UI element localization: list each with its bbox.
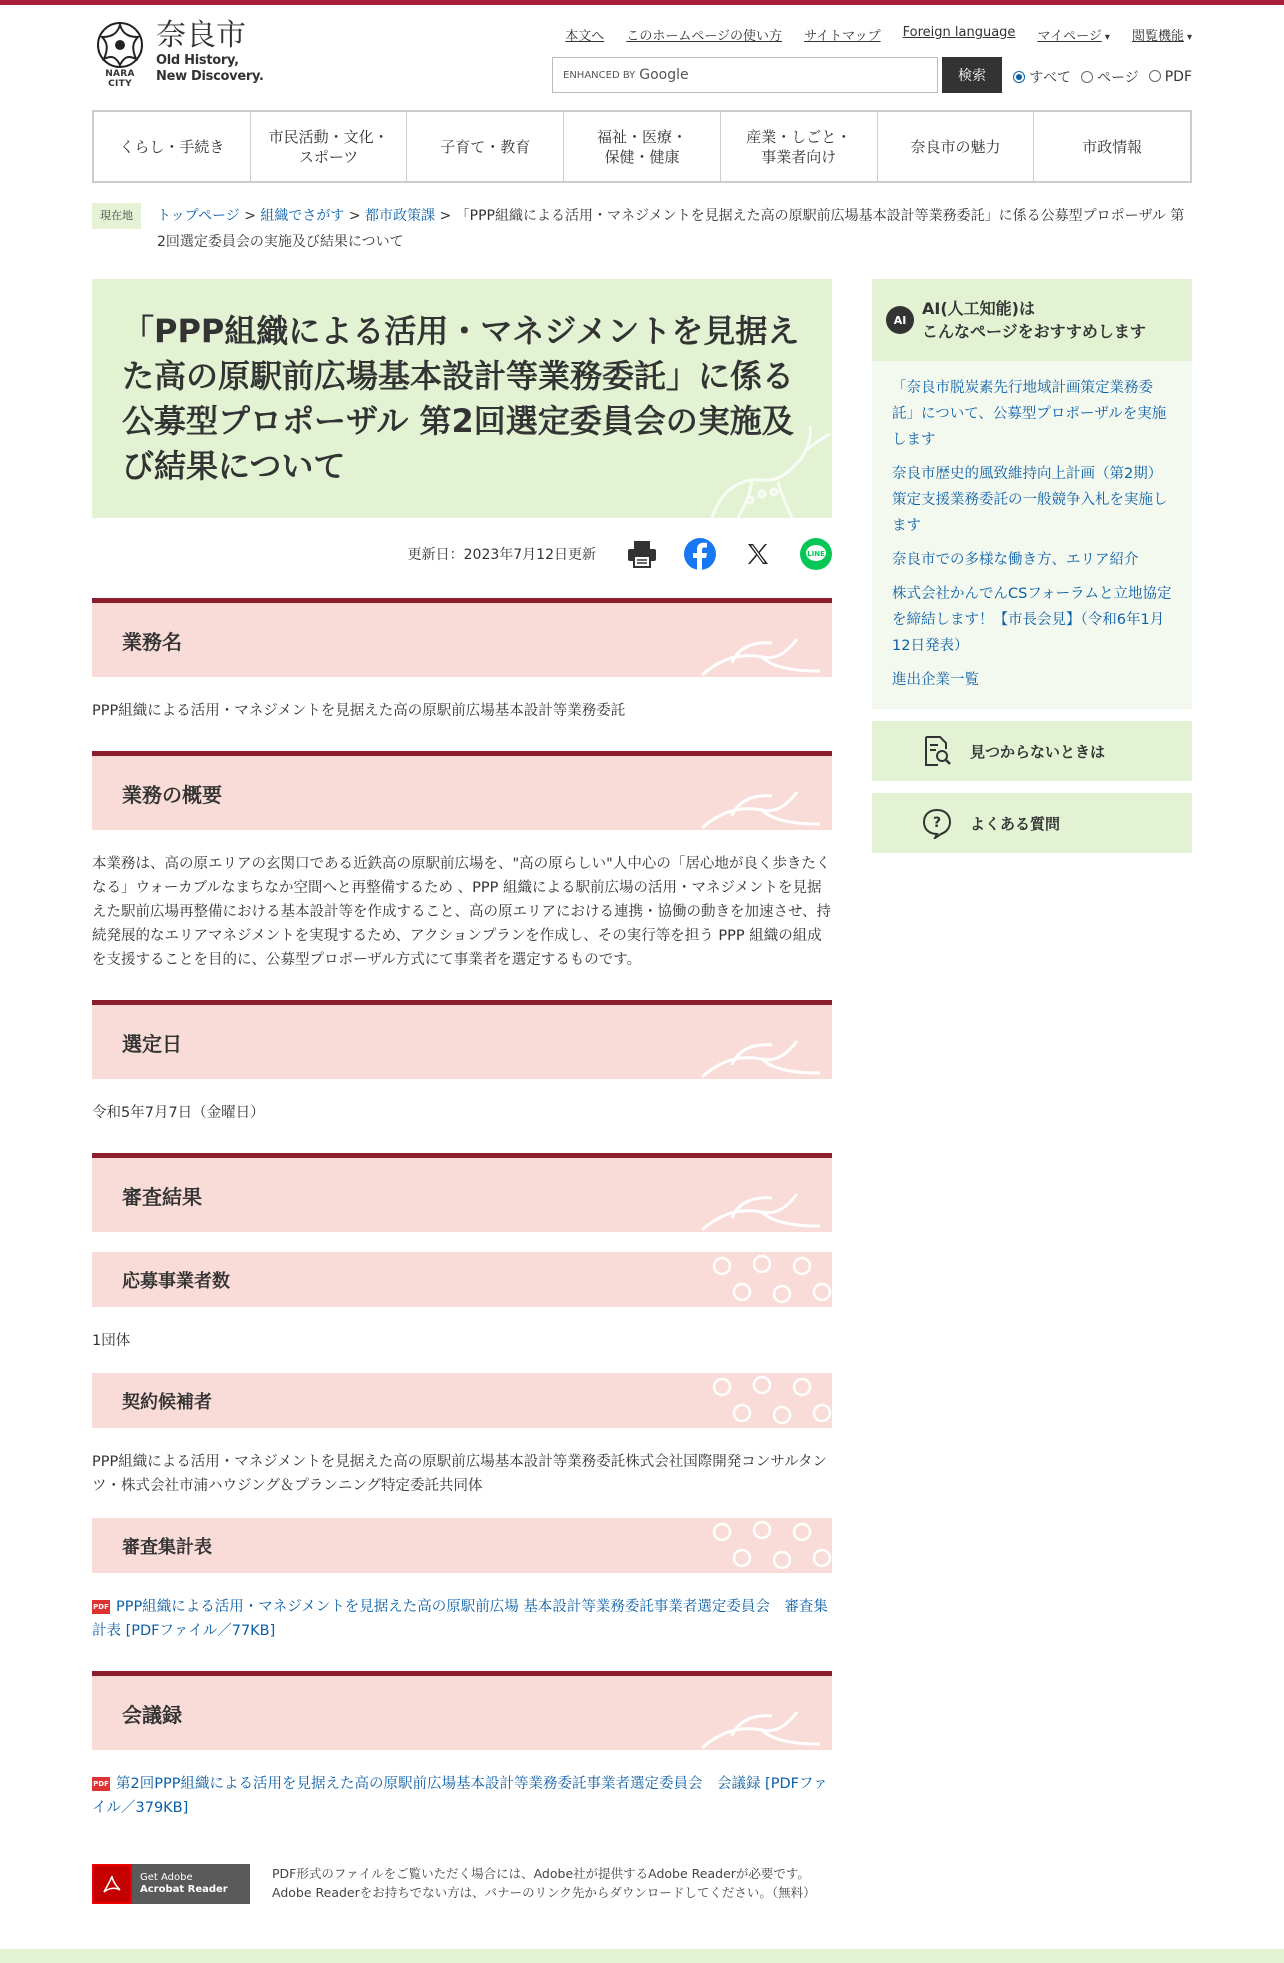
pdf-icon: PDF (92, 1777, 110, 1791)
accessibility-menu[interactable]: 閲覧機能 ▾ (1132, 25, 1192, 44)
list-item (892, 375, 1172, 453)
skip-to-content-link[interactable]: 本文へ (565, 29, 605, 44)
sidebar (872, 279, 1192, 1904)
breadcrumb-organization[interactable]: 組織でさがす (260, 208, 345, 224)
ai-title-line2: こんなページをおすすめします (922, 322, 1146, 341)
logo-tagline-2: New Discovery. (156, 69, 264, 84)
page-title: 「PPP組織による活用・マネジメントを見据えた高の原駅前広場基本設計等業務委託」に係る公募型プロポーザル 第2回選定委員会の実施及び結果について (122, 312, 800, 485)
list-item (892, 667, 1172, 693)
nav-item-attractions[interactable]: 奈良市の魅力 (878, 112, 1035, 181)
section-heading-minutes: 会議録 (92, 1671, 832, 1750)
acrobat-icon (92, 1864, 132, 1904)
section-heading-overview: 業務の概要 (92, 751, 832, 830)
svg-text:?: ? (932, 815, 942, 831)
subheading-candidate: 契約候補者 (92, 1373, 832, 1428)
nav-item-education[interactable]: 子育て・教育 (407, 112, 564, 181)
footer-band (0, 1949, 1284, 1963)
logo-title: 奈良市 (156, 18, 246, 53)
task-name-text: PPP組織による活用・マネジメントを見据えた高の原駅前広場基本設計等業務委託 (92, 703, 626, 719)
not-found-button[interactable] (872, 721, 1192, 781)
ai-link-kanden-agreement[interactable]: 株式会社かんでんCSフォーラムと立地協定を締結します！【市長会見】（令和6年1月12日発表） (892, 586, 1172, 654)
adobe-reader-banner[interactable] (92, 1864, 250, 1904)
overview-text: 本業務は、高の原エリアの玄関口である近鉄高の原駅前広場を、"高の原らしい"人中心の「居心地が良く歩きたくなる」ウォーカブルなまちなか空間へと再整備するため 、PPP 組織による駅前広場の活用・マネジメントを見据えた駅前広場再整備における基本設計等を作成すること、高の原エリアにおける連携・協働の動きを加速させ、持続発展的なエリアマネジメントを実現するため、アクションプランを作成し、その実行等を担う PPP 組織の組成を支援することを目的に、公募型プロポーザル方式にて事業者を選定するものです。 (92, 856, 832, 968)
breadcrumb-top[interactable]: トップページ (157, 208, 240, 224)
page-title-box (92, 279, 832, 518)
facebook-icon[interactable] (684, 538, 716, 570)
utility-links (565, 25, 1192, 44)
mypage-menu[interactable]: マイページ ▾ (1037, 25, 1110, 44)
flower-pattern-icon (702, 1252, 832, 1307)
subheading-applicants: 応募事業者数 (92, 1252, 832, 1307)
search-input[interactable] (552, 57, 938, 93)
crane-decoration-icon (692, 1700, 822, 1750)
ai-link-companies[interactable]: 進出企業一覧 (892, 672, 979, 688)
nav-item-business[interactable]: 産業・しごと・ 事業者向け (721, 112, 878, 181)
search-button[interactable]: 検索 (942, 57, 1002, 93)
nav-item-culture[interactable]: 市民活動・文化・ スポーツ (251, 112, 408, 181)
logo-sub: NARA CITY (105, 69, 135, 89)
section-heading-results: 審査結果 (92, 1153, 832, 1232)
flower-pattern-icon (702, 1518, 832, 1573)
nav-item-city-info[interactable]: 市政情報 (1082, 137, 1143, 156)
site-header (92, 5, 1192, 105)
ai-link-decarbonization[interactable]: 「奈良市脱炭素先行地域計画策定業務委託」について、公募型プロポーザルを実施します (892, 380, 1167, 448)
scope-all[interactable]: すべて (1013, 67, 1071, 87)
score-table-pdf-link[interactable]: PPP組織による活用・マネジメントを見据えた高の原駅前広場 基本設計等業務委託事業者選定委員会 審査集計表 [PDFファイル／77KB] (92, 1599, 828, 1639)
logo-tagline-1: Old History, (156, 53, 239, 68)
ai-recommendations (872, 279, 1192, 709)
crane-decoration-icon (692, 780, 822, 830)
section-heading-selection-date: 選定日 (92, 1000, 832, 1079)
faq-label: よくある質問 (970, 814, 1061, 833)
foreign-language-link[interactable]: Foreign language (902, 25, 1016, 40)
pdf-icon: PDF (92, 1600, 110, 1614)
crane-decoration-icon (692, 1182, 822, 1232)
breadcrumb-department[interactable]: 都市政策課 (365, 208, 436, 224)
list-item (892, 547, 1172, 573)
list-item (892, 581, 1172, 659)
section-heading-task-name: 業務名 (92, 598, 832, 677)
radio-icon (1149, 70, 1161, 82)
selection-date-text: 令和5年7月7日（金曜日） (92, 1105, 265, 1121)
nav-item-living[interactable]: くらし・手続き (94, 112, 251, 181)
flower-pattern-icon (702, 1373, 832, 1428)
applicants-text: 1団体 (92, 1333, 131, 1349)
question-bubble-icon (920, 806, 954, 840)
ai-link-historic-plan[interactable]: 奈良市歴史的風致維持向上計画（第2期）策定支援業務委託の一般競争入札を実施します (892, 466, 1168, 534)
global-nav (92, 110, 1192, 183)
breadcrumb-current: 「PPP組織による活用・マネジメントを見据えた高の原駅前広場基本設計等業務委託」に係る公募型プロポーザル 第2回選定委員会の実施及び結果について (157, 208, 1185, 250)
adobe-reader-notice (92, 1864, 832, 1904)
faq-button[interactable] (872, 793, 1192, 853)
search-enhanced-label: ENHANCED BY (563, 69, 636, 81)
radio-checked-icon (1013, 71, 1025, 83)
breadcrumb-here-label: 現在地 (92, 203, 141, 229)
score-table-pdf (92, 1595, 832, 1643)
document-search-icon (920, 734, 954, 768)
city-emblem-icon (92, 19, 148, 89)
main-content (92, 279, 832, 1904)
adobe-banner-line2: Acrobat Reader (140, 1884, 228, 1895)
svg-text:LINE: LINE (807, 550, 825, 558)
subheading-score-table: 審査集計表 (92, 1518, 832, 1573)
page-meta (92, 538, 832, 570)
x-twitter-icon[interactable] (742, 538, 774, 570)
not-found-label: 見つからないときは (970, 742, 1106, 761)
site-logo[interactable] (92, 19, 264, 89)
adobe-notice-text: PDF形式のファイルをご覧いただく場合には、Adobe社が提供するAdobe Readerが必要です。Adobe Readerをお持ちでない方は、バナーのリンク先からダウンロードしてください。（無料） (272, 1866, 816, 1900)
updated-date: 更新日：2023年7月12日更新 (407, 547, 596, 563)
candidate-text: PPP組織による活用・マネジメントを見据えた高の原駅前広場基本設計等業務委託株式会社国際開発コンサルタンツ・株式会社市浦ハウジング＆プランニング特定委託共同体 (92, 1454, 827, 1494)
ai-head-icon: AI (886, 306, 914, 334)
crane-decoration-icon (692, 627, 822, 677)
ai-title-line1: AI(人工知能)は (922, 299, 1035, 318)
scope-page[interactable]: ページ (1081, 67, 1139, 87)
line-icon[interactable] (800, 538, 832, 570)
site-search (552, 57, 1002, 93)
how-to-use-link[interactable]: このホームページの使い方 (626, 29, 783, 44)
ai-link-work-styles[interactable]: 奈良市での多様な働き方、エリア紹介 (892, 552, 1139, 568)
sitemap-link[interactable]: サイトマップ (804, 29, 881, 44)
radio-icon (1081, 71, 1093, 83)
scope-pdf[interactable]: PDF (1149, 69, 1192, 85)
ai-recommendations-header (872, 279, 1192, 361)
breadcrumb: 現在地 トップページ > 組織でさがす > 都市政策課 > 「PPP組織による活用・マネジメントを見据えた高の原駅前広場基本設計等業務委託」に係る公募型プロポーザル 第2回選定委員会の実施及び結果について (92, 203, 1192, 255)
minutes-pdf-link[interactable]: 第2回PPP組織による活用を見据えた高の原駅前広場基本設計等業務委託事業者選定委員会 会議録 [PDFファイル／379KB] (92, 1776, 828, 1816)
print-icon[interactable] (626, 538, 658, 570)
google-logo: Google (639, 67, 689, 83)
list-item (892, 461, 1172, 539)
adobe-banner-line1: Get Adobe (140, 1872, 193, 1883)
crane-decoration-icon (692, 1029, 822, 1079)
search-scope (1013, 67, 1192, 87)
minutes-pdf (92, 1772, 832, 1820)
nav-item-welfare[interactable]: 福祉・医療・ 保健・健康 (564, 112, 721, 181)
